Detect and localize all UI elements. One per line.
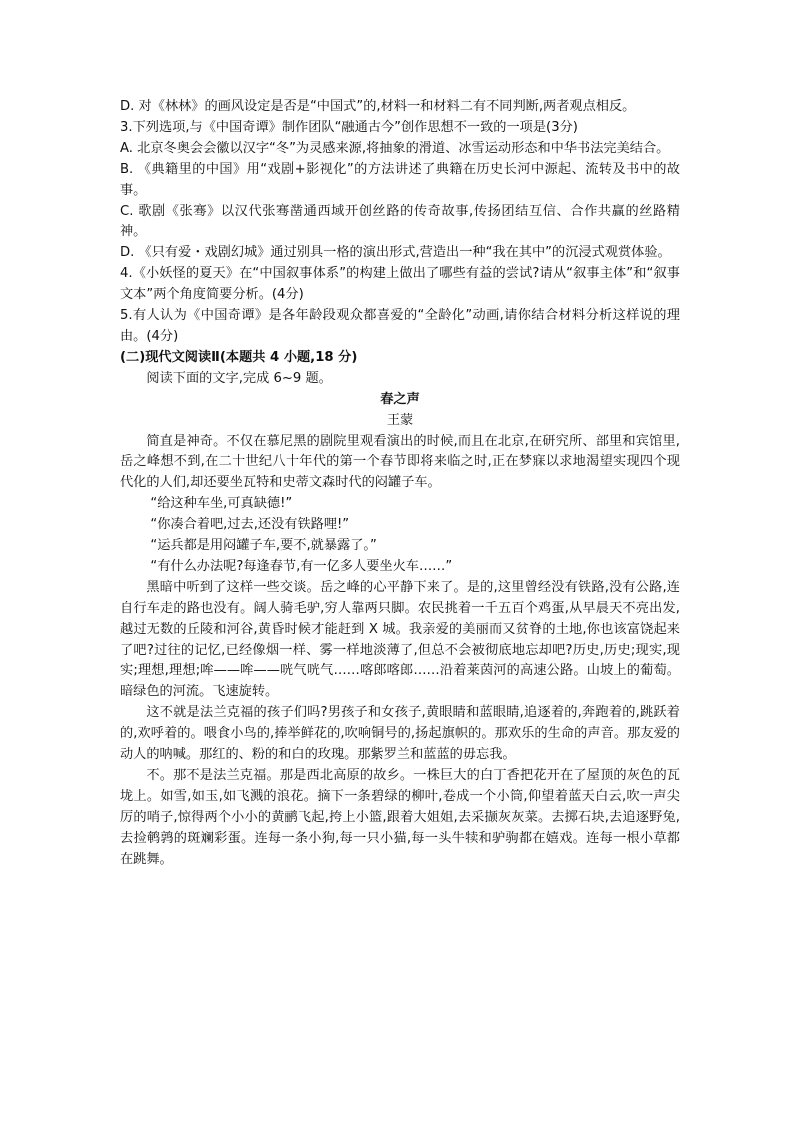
dialogue-line: “你凑合着吧,过去,还没有铁路哩!” bbox=[150, 517, 350, 533]
question-3-option-b: B. 《典籍里的中国》用“戏剧+影视化”的方法讲述了典籍在历史长河中源起、流转及书中的故事。 bbox=[120, 161, 680, 198]
section-heading: (二)现代文阅读Ⅱ(本题共 4 小题,18 分) bbox=[120, 349, 358, 365]
question-2-option-d: D. 对《林林》的画风设定是否是“中国式”的,材料一和材料二有不同判断,两者观点相反。 bbox=[120, 99, 636, 114]
question-3-option-a: A. 北京冬奥会会徽以汉字“冬”为灵感来源,将抽象的滑道、冰雪运动形态和中华书法完美结合。 bbox=[120, 140, 670, 156]
question-4: 4.《小妖怪的夏天》在“中国叙事体系”的构建上做出了哪些有益的尝试?请从“叙事主体”和“叙事文本”两个角度简要分析。(4分) bbox=[120, 266, 680, 303]
dialogue-line: “给这种车坐,可真缺德!” bbox=[150, 496, 293, 512]
article-author: 王蒙 bbox=[386, 412, 414, 428]
section-instruction: 阅读下面的文字,完成 6~9 题。 bbox=[146, 370, 332, 386]
article-paragraph: 简直是神奇。不仅在慕尼黑的剧院里观看演出的时候,而且在北京,在研究所、部里和宾馆里,岳之峰想不到,在二十世纪八十年代的第一个春节即将来临之时,正在梦寐以求地渴望实现四个现代化的人们,却还要坐瓦特和史蒂文森时代的闷罐子车。 bbox=[120, 433, 680, 491]
question-3-option-d: D. 《只有爱・戏剧幻城》通过别具一格的演出形式,营造出一种“我在其中”的沉浸式观赏体验。 bbox=[120, 245, 671, 261]
article-title: 春之声 bbox=[380, 391, 420, 407]
dialogue-line: “运兵都是用闷罐子车,要不,就暴露了。” bbox=[150, 538, 377, 554]
article-paragraph: 黑暗中听到了这样一些交谈。岳之峰的心平静下来了。是的,这里曾经没有铁路,没有公路,连自行车走的路也没有。阔人骑毛驴,穷人靠两只脚。农民挑着一千五百个鸡蛋,从早晨天不亮出发,越过无数的丘陵和河谷,黄昏时候才能赶到 X 城。我亲爱的美丽而又贫脊的土地,你也该富饶起来了吧?过往的记忆,已经像烟一样、雾一样地淡薄了,但总不会被彻底地忘却吧?历史,历史;现实,现实;理想,理想;哞——哞——咣气咣气……喀郎喀郎……沿着莱茵河的高速公路。山坡上的葡萄。暗绿色的河流。飞速旋转。 bbox=[120, 579, 680, 700]
article-paragraph: 这不就是法兰克福的孩子们吗?男孩子和女孩子,黄眼睛和蓝眼睛,追逐着的,奔跑着的,跳跃着的,欢呼着的。喂食小鸟的,捧举鲜花的,吹响铜号的,扬起旗帜的。那欢乐的生命的声音。那友爱的动人的呐喊。那红的、粉的和白的玫瑰。那紫罗兰和蓝蓝的毋忘我。 bbox=[120, 705, 680, 763]
article-paragraph: 不。那不是法兰克福。那是西北高原的故乡。一株巨大的白丁香把花开在了屋顶的灰色的瓦垅上。如雪,如玉,如飞溅的浪花。摘下一条碧绿的柳叶,卷成一个小筒,仰望着蓝天白云,吹一声尖厉的哨子,惊得两个小小的黄鹂飞起,挎上小篮,跟着大姐姐,去采撷灰灰菜。去掷石块,去追逐野兔,去捡鹌鹑的斑斓彩蛋。连每一条小狗,每一只小猫,每一头牛犊和驴驹都在嬉戏。连每一根小草都在跳舞。 bbox=[120, 768, 680, 867]
dialogue-line: “有什么办法呢?每逢春节,有一亿多人要坐火车……” bbox=[150, 558, 453, 574]
question-3-option-c: C. 歌剧《张骞》以汉代张骞凿通西域开创丝路的传奇故事,传扬团结互信、合作共赢的丝路精神。 bbox=[120, 203, 680, 240]
question-5: 5.有人认为《中国奇谭》是各年龄段观众都喜爱的“全龄化”动画,请你结合材料分析这样说的理由。(4分) bbox=[120, 308, 680, 344]
document-page bbox=[120, 97, 680, 871]
question-3-stem: 3.下列选项,与《中国奇谭》制作团队“融通古今”创作思想不一致的一项是(3分) bbox=[120, 119, 578, 135]
